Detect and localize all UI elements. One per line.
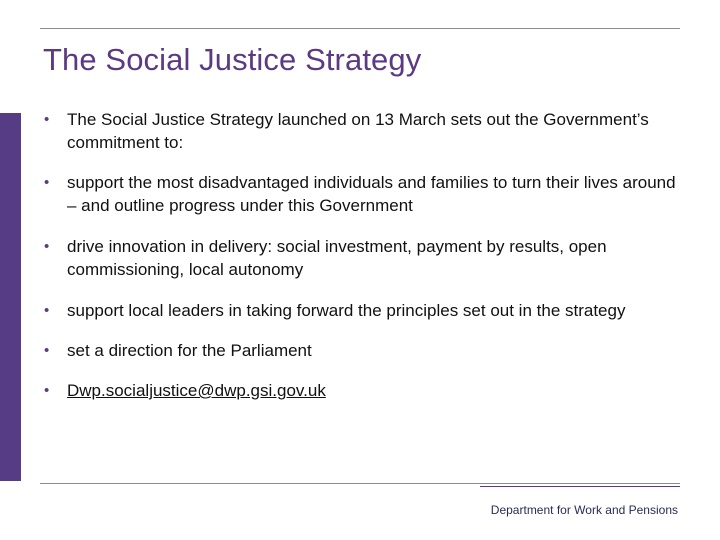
- bullet-text: support the most disadvantaged individuals and families to turn their lives around – and outline progress under this Government: [67, 173, 676, 215]
- bullet-dot: •: [44, 302, 50, 319]
- bullet-text: drive innovation in delivery: social investment, payment by results, open commissioning, local autonomy: [67, 237, 607, 279]
- bullet-dot: •: [44, 382, 50, 399]
- bullet-item-email: [44, 379, 684, 402]
- bullet-item: [44, 235, 684, 281]
- bullet-dot: •: [44, 238, 50, 255]
- bullet-item: [44, 299, 684, 322]
- bullet-text: The Social Justice Strategy launched on 13 March sets out the Government’s commitment to:: [67, 110, 649, 152]
- bullet-item: [44, 339, 684, 362]
- top-divider: [40, 28, 680, 29]
- email-link[interactable]: Dwp.socialjustice@dwp.gsi.gov.uk: [67, 381, 326, 400]
- bullet-dot: •: [44, 342, 50, 359]
- bottom-divider: [40, 483, 680, 484]
- bullet-text: set a direction for the Parliament: [67, 341, 312, 360]
- bullet-item: [44, 171, 684, 217]
- accent-bar: [0, 113, 21, 481]
- bullet-text: support local leaders in taking forward the principles set out in the strategy: [67, 301, 626, 320]
- bullet-dot: •: [44, 111, 50, 128]
- bullet-dot: •: [44, 174, 50, 191]
- slide-title: The Social Justice Strategy: [43, 42, 422, 77]
- bullet-item: [44, 108, 684, 154]
- footer-divider: [480, 486, 680, 487]
- footer-organization: Department for Work and Pensions: [490, 503, 678, 517]
- bullet-list: [44, 108, 684, 402]
